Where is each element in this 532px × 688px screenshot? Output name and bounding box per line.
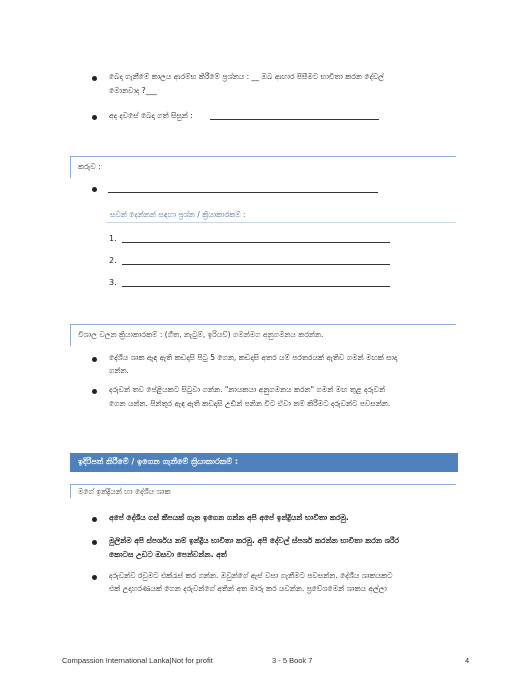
learning-section-bar [70, 453, 458, 472]
learning-step-2: මුලින්ම අපි ස්පර්ශය නම් ඉන්ද්‍රිය භාවිතා කරමු. අපි දේවල් ස්පර්ශ කරන්න භාවිතා කරන ශරීර [109, 536, 400, 545]
bullet [92, 76, 97, 81]
list-number: 2. [109, 256, 117, 265]
senses-subsection-header [70, 484, 456, 498]
bullet [92, 389, 97, 394]
learning-step-3: දරුවන්ව රවුමට එක්රැස් කර ගන්න. ඔවුන්ගේ ඇස් වසා ගැනීමට පවසන්න. දේශීය ශාකයකට [109, 571, 393, 580]
activity-step-2-cont: ගෙන යන්න. පින්තූර ඇඳ ඇති කඩදාසි උඩින් පනින විට ඒවා නම් කිරීමට දරුවන්ට පවසන්න. [109, 399, 391, 408]
sharing-question-text-cont: මොනවාද ?___ [109, 86, 157, 95]
answer-line-2 [122, 264, 390, 265]
activity-section-header [70, 324, 456, 346]
listener-questions-heading: සවන් දෙන්නන් සඳහා ප්‍රශ්න / ක්‍රියාකාරකම් : [110, 210, 246, 219]
learning-section-title: ඉදිරිපත් කිරීමේ / ඉගෙන ගැනීමේ ක්‍රියාකාරකම් : [78, 457, 239, 466]
sharing-question-text: බෙදා ගැනීමේ කාලය ආරම්භ කිරීමේ ප්‍රශ්නය : __ ඔබ ආහාර පිසීමට භාවිතා කරන දේවල් [109, 72, 384, 81]
learning-step-1: අපේ දේශීය ගස් කීපයක් ගැන ඉගෙන ගන්න අපි අපේ ඉන්ද්‍රියන් භාවිතා කරමු. [109, 513, 349, 522]
bullet [92, 575, 97, 580]
answer-line-1 [122, 242, 390, 243]
learning-step-3-cont: එක් උදාහරණයක් ගෙන දරුවන්ගේ අතින් අත මාරු කර යවන්න. ප්‍රවේශමෙන් ශාකය අල්ලා [109, 584, 387, 593]
footer-book: 3 - 5 Book 7 [272, 656, 313, 665]
activity-step-2: දරුවන් තව පේළියකට සිටුවා ගන්න. "නායකයා අනුගමනය කරන" ගමන් මඟ තුළ දරුවන් [109, 385, 386, 394]
summary-section-header [70, 156, 456, 178]
senses-heading: මගේ ඉන්ද්‍රියන් හා දේශීය ශාක [78, 487, 171, 496]
bullet [92, 540, 97, 545]
list-number: 3. [109, 278, 117, 287]
footer-organization: Compassion International Lanka|Not for profit [62, 656, 213, 665]
students-shared-label: අද දවසේ බෙදා ගත් සිසුන් : [109, 111, 193, 120]
bullet [92, 357, 97, 362]
learning-step-2-cont: කොටස උඩට ඔසවා පෙන්වන්න. අත් [109, 550, 227, 559]
summary-heading: කරුව : [78, 162, 101, 171]
students-shared-blank [210, 119, 379, 120]
bullet [92, 187, 97, 192]
list-number: 1. [109, 234, 117, 243]
bullet [92, 115, 97, 120]
activity-step-1: දේශීය ශාක ඇඳ ඇති කඩදාසි පිටු 5 ගෙන, කඩදාසි අතර යම් පරතරයක් ඇතිව ගමන් මඟක් සාදා [109, 353, 398, 362]
bullet [92, 517, 97, 522]
answer-line-3 [122, 286, 390, 287]
subheading-rule [106, 222, 456, 223]
activity-heading: විශාල වලන ක්‍රියාකාරකම් : (ගීත, නැටුම්, ඉරියව්) ගමන්මග අනුගමනය කරන්න. [78, 330, 324, 339]
activity-step-1-cont: ගන්න. [109, 366, 129, 375]
summary-blank-line [108, 192, 378, 193]
page-number: 4 [465, 656, 470, 665]
